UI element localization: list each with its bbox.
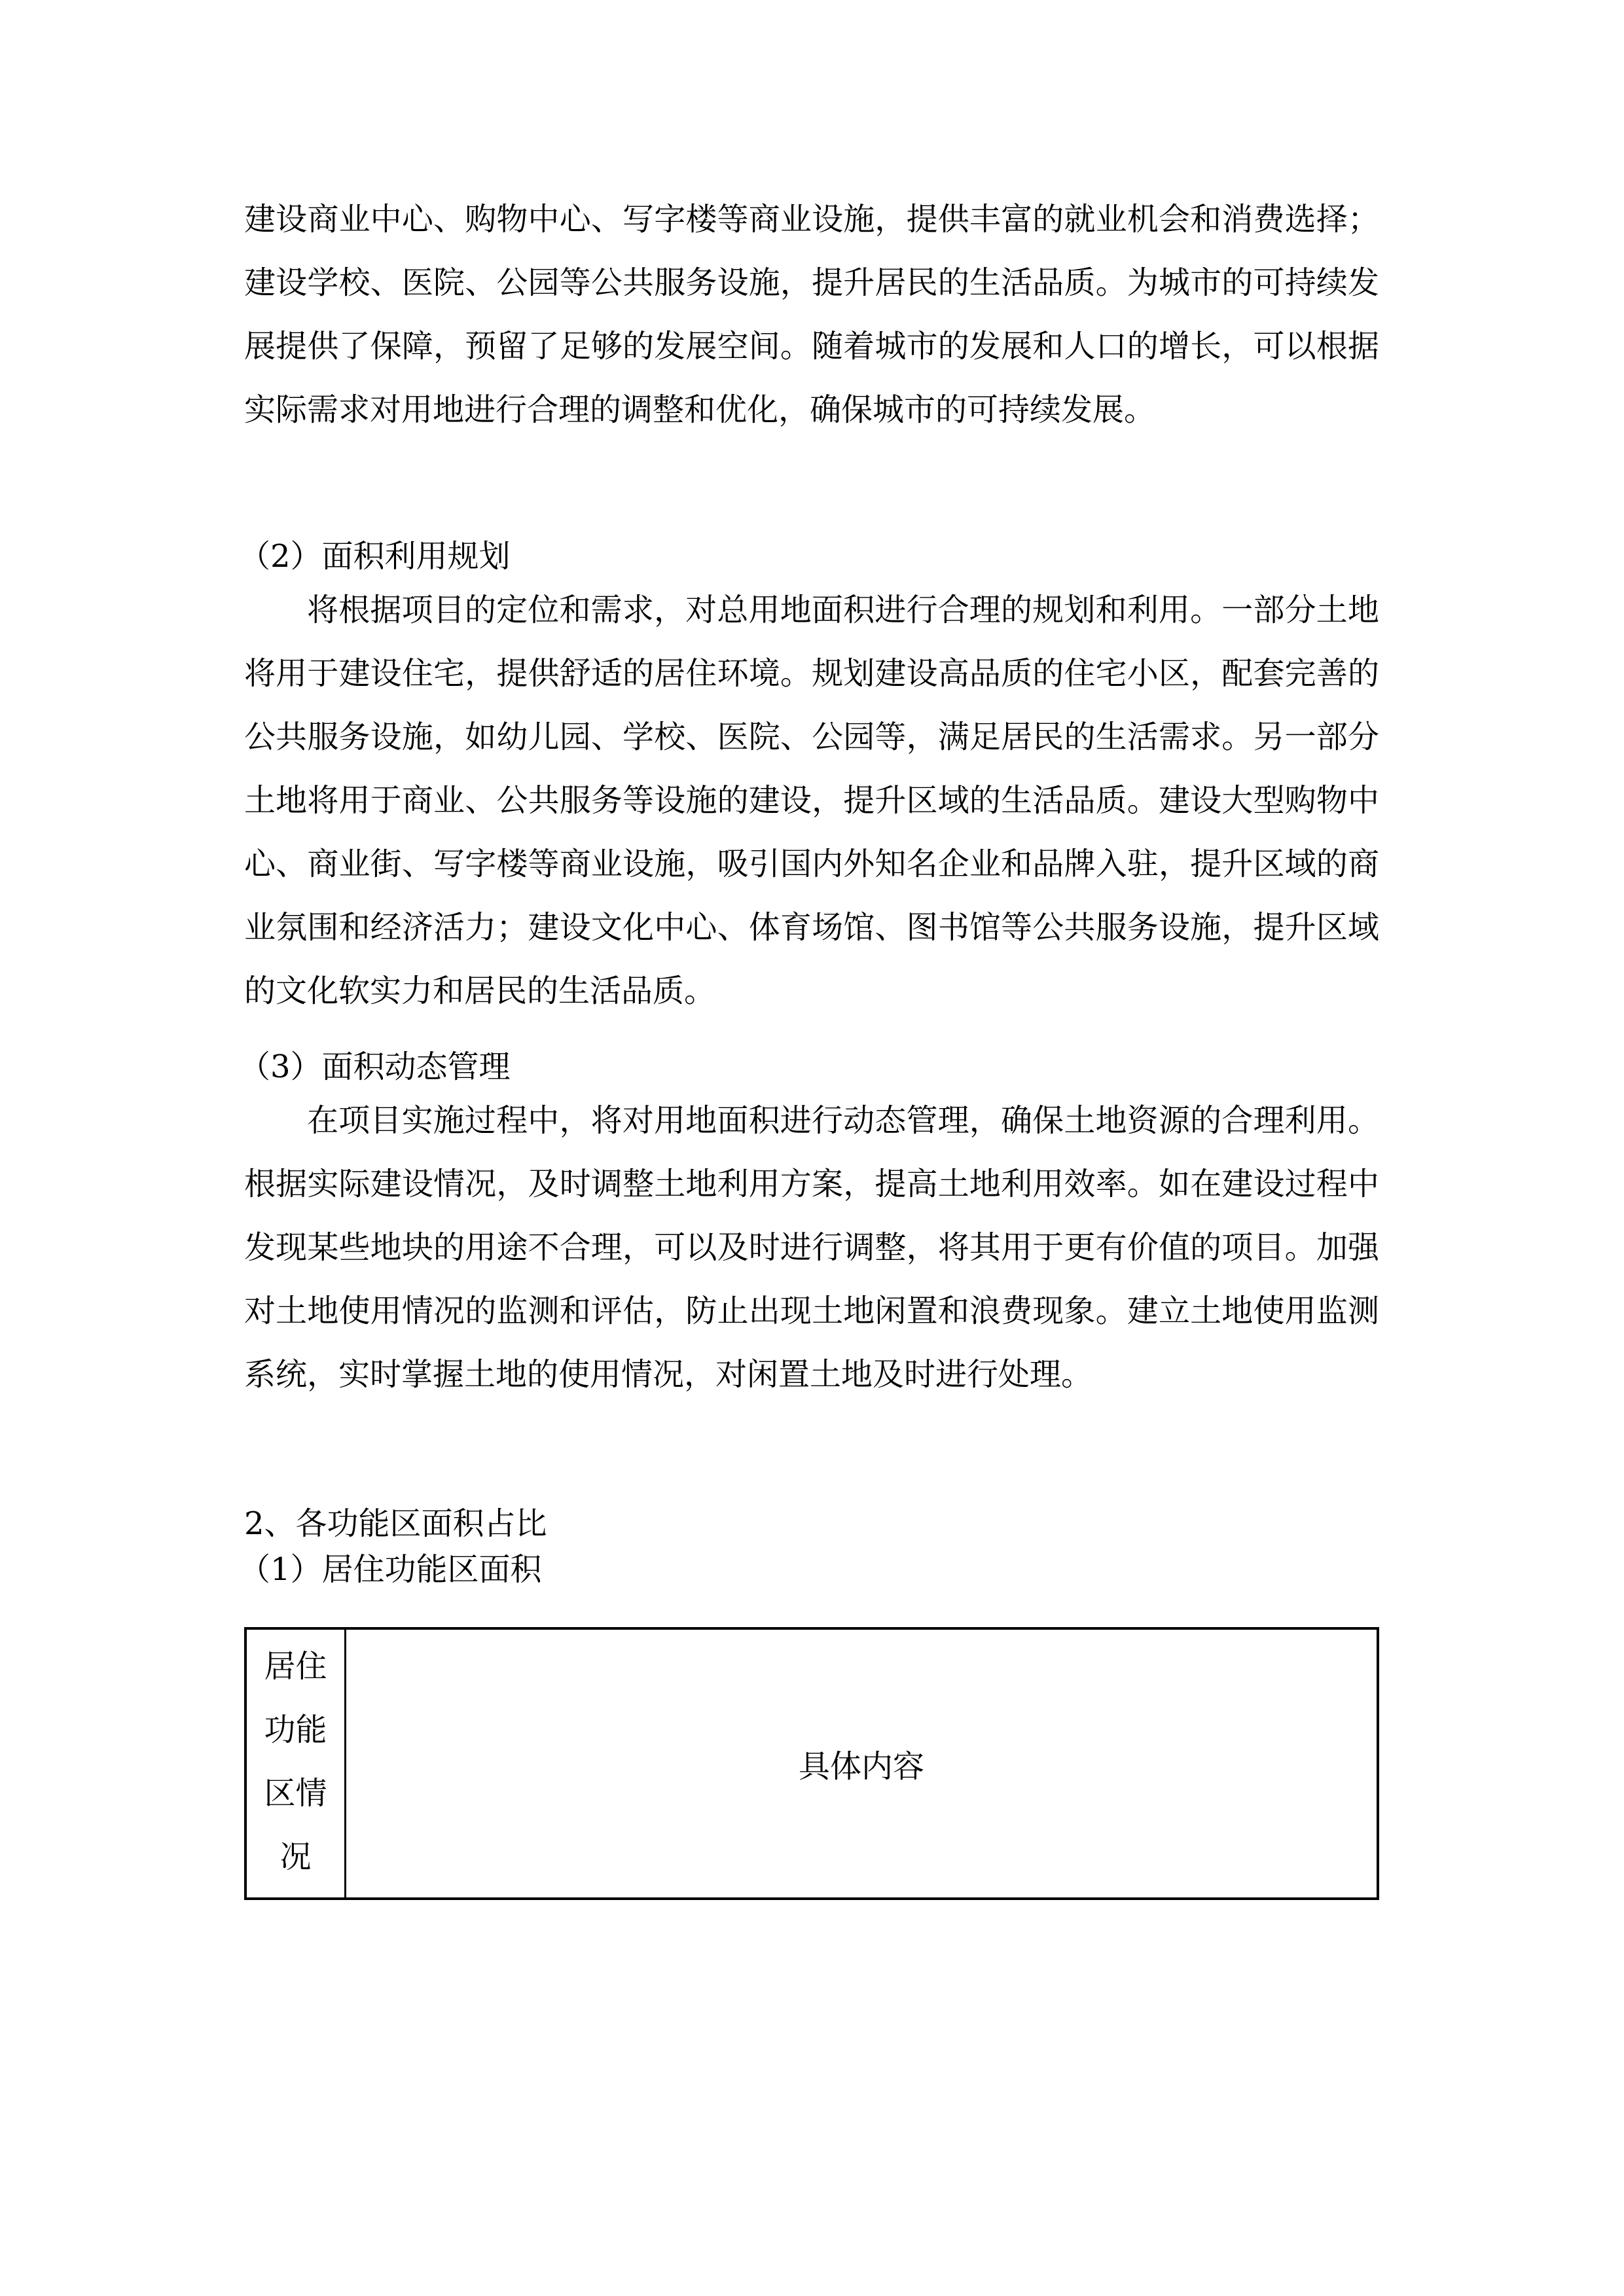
section-heading-area-utilization: （2）面积利用规划 <box>239 538 511 575</box>
section-heading-dynamic-management: （3）面积动态管理 <box>239 1049 511 1085</box>
table-content-cell <box>346 1630 1377 1897</box>
label-line: 况 <box>280 1839 312 1875</box>
intro-paragraph: 建设商业中心、购物中心、写字楼等商业设施，提供丰富的就业机会和消费选择；建设学校、医院、公园等公共服务设施，提升居民的生活品质。为城市的可持续发展提供了保障，预留了足够的发展空间。随着城市的发展和人口的增长，可以根据实际需求对用地进行合理的调整和优化，确保城市的可持续发展。 <box>244 201 1379 428</box>
paragraph-area-utilization: 将根据项目的定位和需求，对总用地面积进行合理的规划和利用。一部分土地将用于建设住宅，提供舒适的居住环境。规划建设高品质的住宅小区，配套完善的公共服务设施，如幼儿园、学校、医院、公园等，满足居民的生活需求。另一部分土地将用于商业、公共服务等设施的建设，提升区域的生活品质。建设大型购物中心、商业街、写字楼等商业设施，吸引国内外知名企业和品牌入驻，提升区域的商业氛围和经济活力；建设文化中心、体育场馆、图书馆等公共服务设施，提升区域的文化软实力和居民的生活品质。 <box>244 592 1379 1009</box>
label-line: 区情 <box>264 1775 327 1812</box>
section-heading-function-area-ratio: 2、各功能区面积占比 <box>244 1505 547 1542</box>
table-label-cell <box>247 1630 346 1897</box>
label-line: 功能 <box>264 1712 327 1748</box>
residential-area-table <box>244 1627 1379 1900</box>
table-content-text: 具体内容 <box>798 1748 924 1785</box>
paragraph-dynamic-management: 在项目实施过程中，将对用地面积进行动态管理，确保土地资源的合理利用。根据实际建设情况，及时调整土地利用方案，提高土地利用效率。如在建设过程中发现某些地块的用途不合理，可以及时进行调整，将其用于更有价值的项目。加强对土地使用情况的监测和评估，防止出现土地闲置和浪费现象。建立土地使用监测系统，实时掌握土地的使用情况，对闲置土地及时进行处理。 <box>244 1102 1379 1393</box>
subsection-heading-residential-area: （1）居住功能区面积 <box>239 1551 542 1588</box>
label-line: 居住 <box>264 1648 327 1685</box>
